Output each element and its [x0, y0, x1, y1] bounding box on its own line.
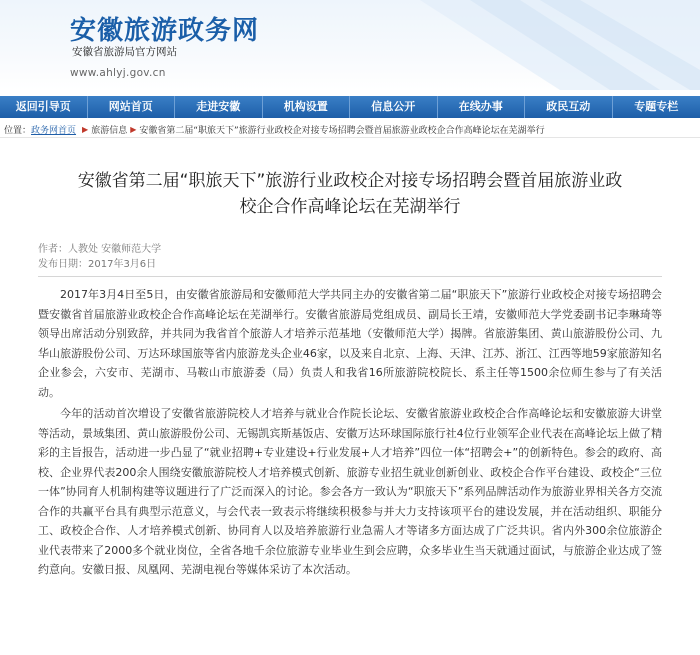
- breadcrumb-location-label: 位置：: [4, 126, 32, 136]
- nav-item-public-info[interactable]: 信息公开: [350, 96, 438, 118]
- breadcrumb: [0, 122, 700, 138]
- nav-item-home[interactable]: 网站首页: [88, 96, 176, 118]
- breadcrumb-separator-icon: ▶: [82, 125, 89, 134]
- article-date: 发布日期：2017年3月6日: [38, 259, 157, 270]
- nav-item-special-topics[interactable]: 专题专栏: [634, 100, 679, 113]
- article-title: 安徽省第二届“职旅天下”旅游行业政校企对接专场招聘会暨首届旅游业政校企合作高峰论坛在芜湖举行: [77, 171, 623, 217]
- breadcrumb-separator-icon: ▶: [130, 125, 137, 134]
- article-body: [38, 285, 662, 580]
- nav-item-about-anhui[interactable]: 走进安徽: [175, 96, 263, 118]
- article-paragraph: 2017年3月4日至5日，由安徽省旅游局和安徽师范大学共同主办的安徽省第二届“职旅天下”旅游行业政校企对接专场招聘会暨安徽省首届旅游业政校企合作高峰论坛在芜湖举行。安徽省旅游局党组成员、副局长王靖，安徽师范大学党委副书记李琳琦等领导出席活动分别致辞，并共同为我省首个旅游人才培养示范基地（安徽师范大学）揭牌。省旅游集团、黄山旅游股份公司、九华山旅游股份公司、万达环球国旅等省内旅游龙头企业46家，以及来自北京、上海、天津、江苏、浙江、江西等地59家旅游知名企业参会，六安市、芜湖市、马鞍山市旅游委（局）负责人和我省16所旅游院校院长、系主任等1500余位师生参与了有关活动。: [38, 288, 662, 399]
- breadcrumb-current: 安徽省第二届“职旅天下”旅游行业政校企对接专场招聘会暨首届旅游业政校企合作高峰论坛在芜湖举行: [139, 126, 545, 136]
- nav-item-public-interaction[interactable]: 政民互动: [525, 96, 613, 118]
- site-url: www.ahlyj.gov.cn: [70, 67, 166, 79]
- article-paragraph: 今年的活动首次增设了安徽省旅游院校人才培养与就业合作院长论坛、安徽省旅游业政校企合作高峰论坛和安徽旅游大讲堂等活动，景域集团、黄山旅游股份公司、无锡凯宾斯基饭店、安徽万达环球国际旅行社4位行业领军企业代表在高峰论坛上做了精彩的主旨报告，活动进一步凸显了“就业招聘+专业建设+行业发展+人才培养”四位一体“招聘会+”的创新特色。参会的政府、高校、企业界代表200余人围绕安徽旅游院校人才培养模式创新、旅游专业招生就业创新创业、政校企合作平台建设、政校企“三位一体”协同育人机制构建等议题进行了广泛而深入的讨论。参会各方一致认为“职旅天下”系列品牌活动作为旅游业界相关各方交流合作的共赢平台具有典型示范意义，与会代表一致表示将继续积极参与并大力支持该项平台的建设发展，并在活动组织、职能分工、政校企合作、人才培养模式创新、协同育人以及培养旅游行业急需人才等诸多方面达成了广泛共识。省内外300余位旅游企业代表带来了2000多个就业岗位，全省各地千余位旅游专业毕业生到会应聘，众多毕业生当天就通过面试，与旅游企业达成了签约意向。安徽日报、凤凰网、芜湖电视台等媒体采访了本次活动。: [38, 407, 662, 576]
- breadcrumb-home-link[interactable]: 政务网首页: [31, 126, 77, 136]
- nav-item-online-services[interactable]: 在线办事: [438, 96, 526, 118]
- site-subtitle: 安徽省旅游局官方网站: [72, 46, 177, 58]
- article-author: 作者：人教处 安徽师范大学: [38, 244, 162, 255]
- site-header: [0, 0, 700, 90]
- article-meta: [38, 242, 700, 272]
- main-nav: [0, 96, 700, 118]
- breadcrumb-section[interactable]: 旅游信息: [91, 126, 128, 136]
- nav-item-organization[interactable]: 机构设置: [263, 96, 351, 118]
- nav-item-back-to-portal[interactable]: 返回引导页: [0, 96, 88, 118]
- site-title[interactable]: 安徽旅游政务网: [70, 16, 260, 46]
- meta-divider: [38, 276, 662, 277]
